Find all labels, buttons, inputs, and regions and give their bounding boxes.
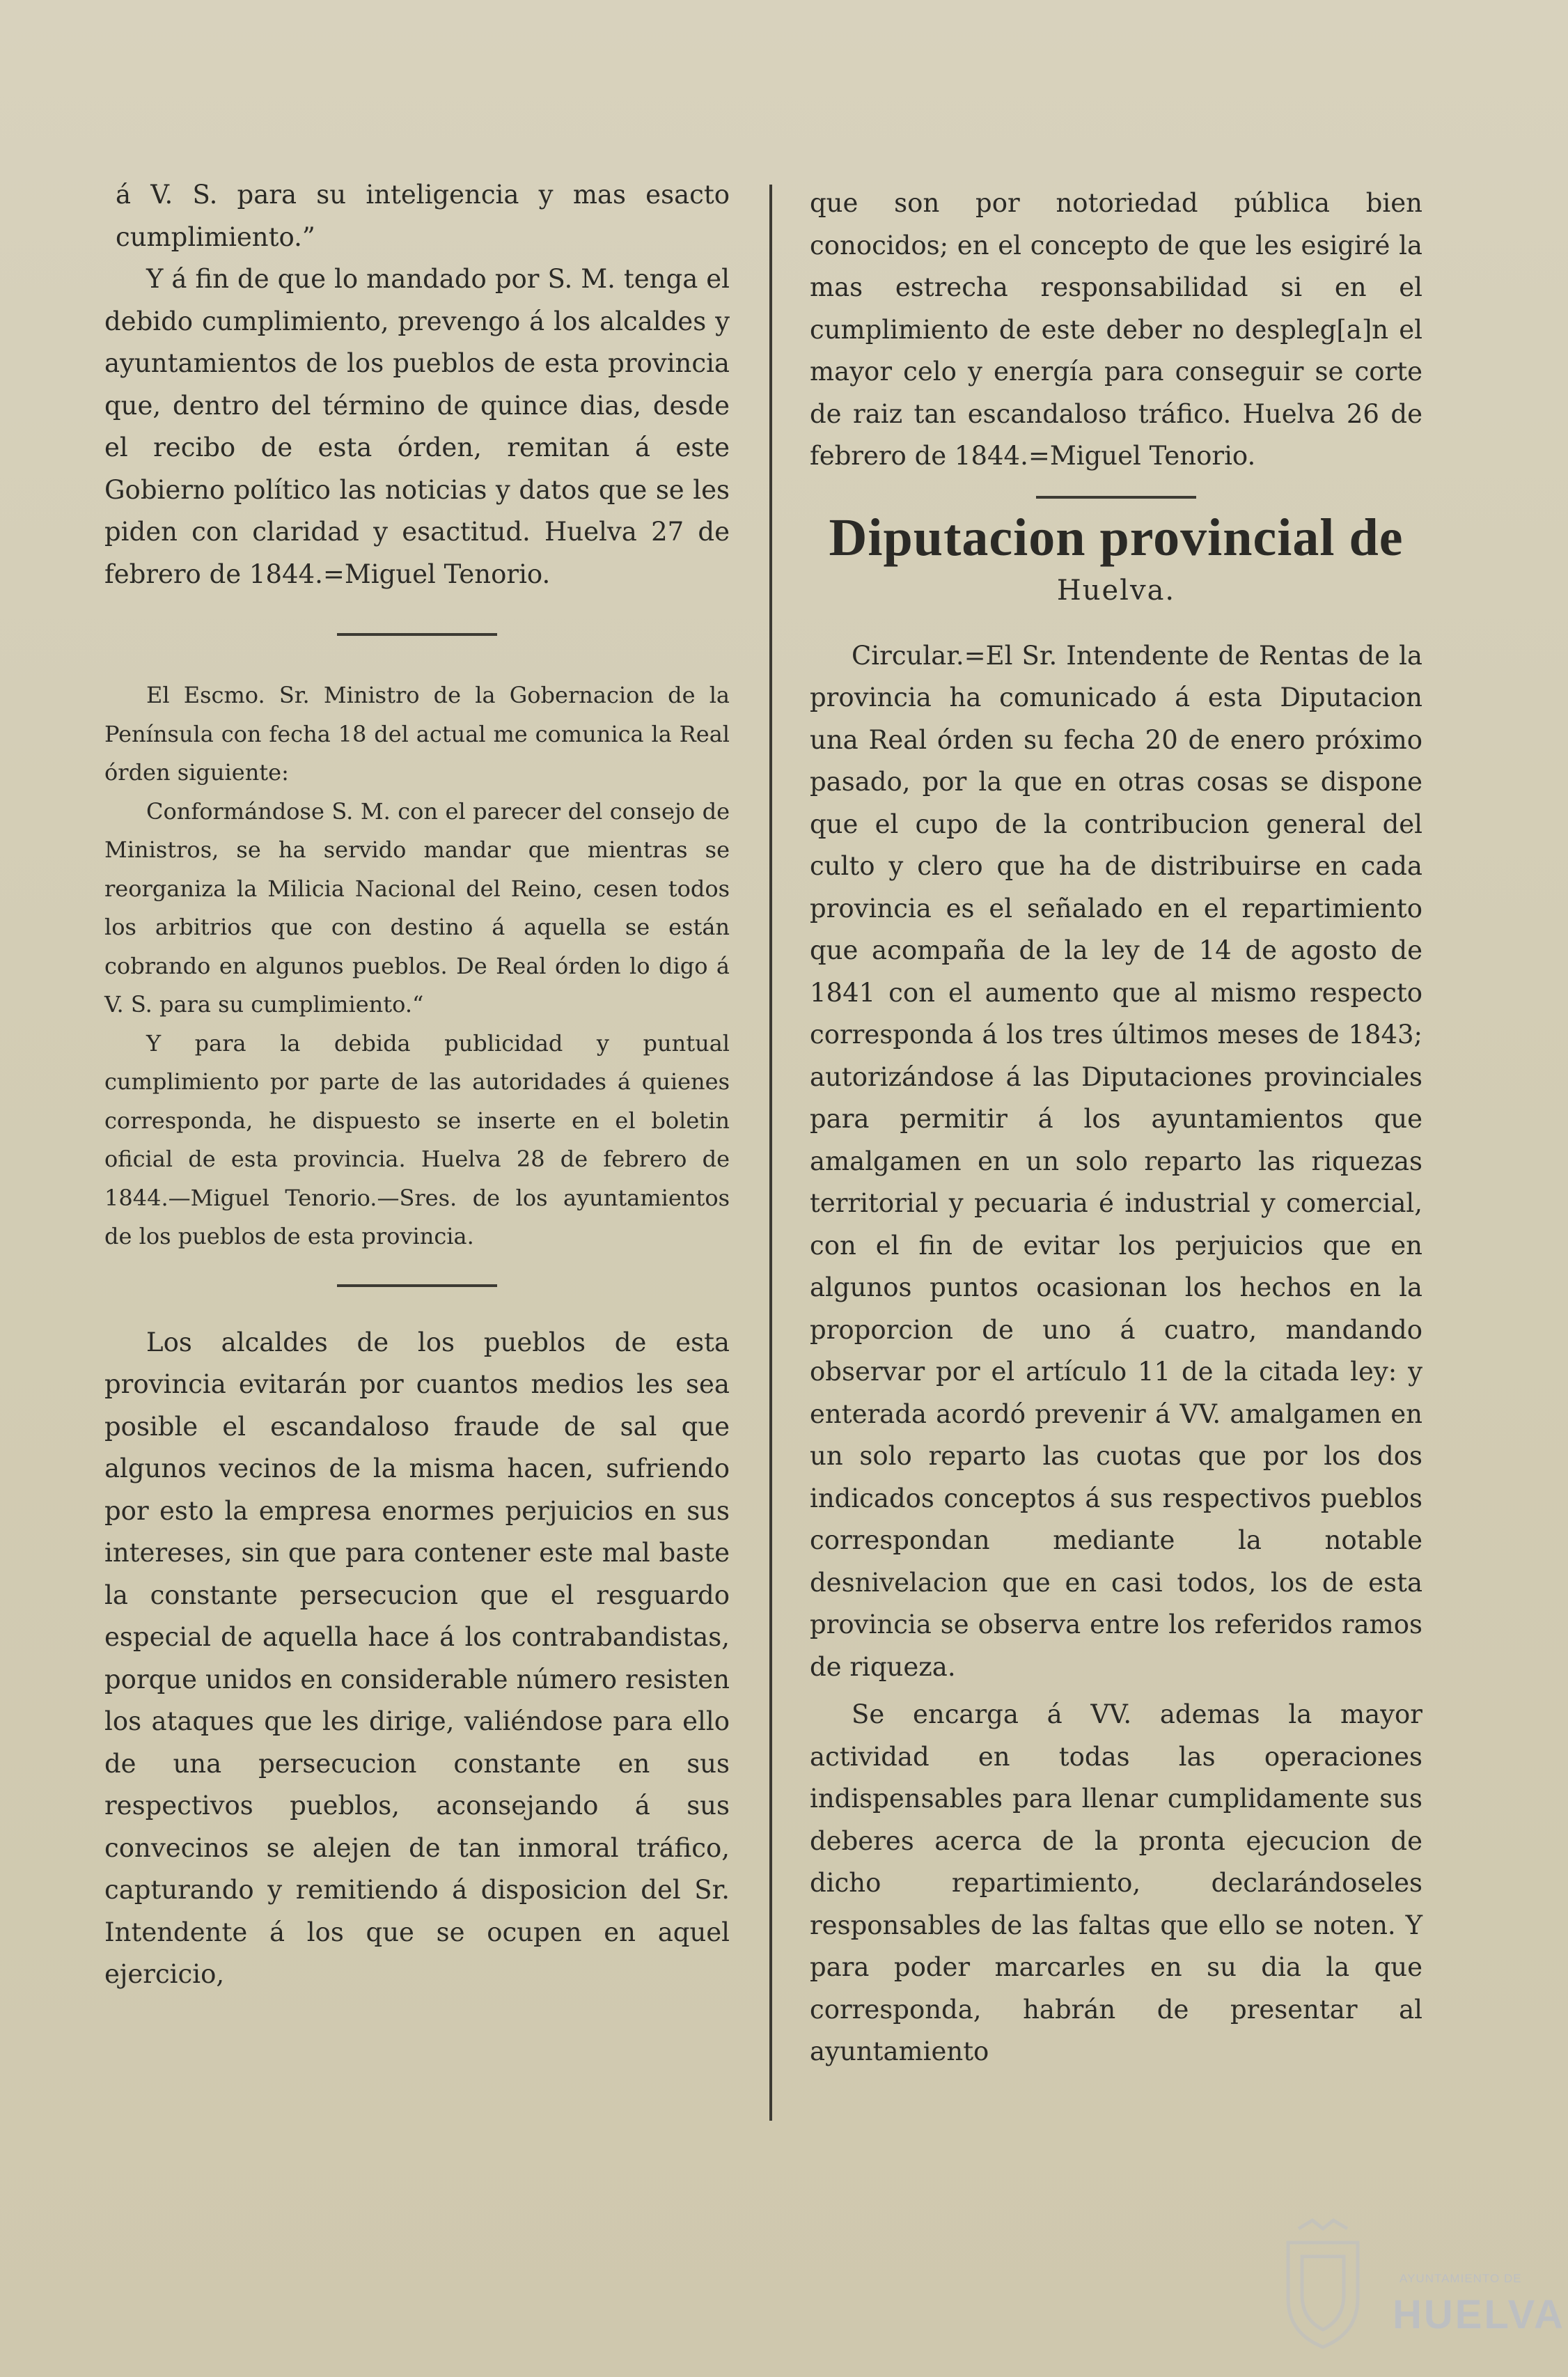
left-divider-1 (337, 633, 497, 636)
section-subtitle: Huelva. (1056, 574, 1176, 607)
right-paragraph-2: Circular.=El Sr. Intendente de Rentas de la provincia ha comunicado á esta Diputacion una Real órden su fecha 20 de enero próximo pasado, por la que en otras cosas se dispone que el cupo de la contribucion general del culto y clero que ha de distribuirse en cada provincia es el señalado en el repartimiento que acompaña de la ley de 14 de agosto de 1841 con el aumento que al mismo respecto corresponda á los tres últimos meses de 1843; autorizándose á las Diputaciones provinciales para permitir á los ayuntamientos que amalgamen en un solo reparto las riquezas territorial y pecuaria é industrial y comercial, con el fin de evitar los perjuicios que en algunos puntos ocasionan los hechos en la proporcion de uno á cuatro, mandando observar por el artículo 11 de la citada ley: y enterada acordó prevenir á VV. amalgamen en un solo reparto las cuotas que por los dos indicados conceptos á sus respectivos pueblos correspondan mediante la notable desnivelacion que en casi todos, los de esta provincia se observa entre los referidos ramos de riqueza. (810, 640, 1422, 1682)
column-rule (769, 185, 772, 2121)
left-column (104, 174, 730, 1996)
left-paragraph-3: El Escmo. Sr. Ministro de la Gobernacion de la Península con fecha 18 del actual me comunica la Real órden siguiente: (104, 682, 730, 786)
watermark-big-text: HUELVA (1393, 2292, 1565, 2337)
right-paragraph-1: que son por notoriedad pública bien conocidos; en el concepto de que les esigiré la mas estrecha responsabilidad si en el cumplimiento de este deber no despleg[a]n el mayor celo y energía para conseguir se corte de raiz tan escandaloso tráfico. Huelva 26 de febrero de 1844.=Miguel Tenorio. (810, 188, 1422, 471)
left-divider-2 (337, 1284, 497, 1287)
section-title: Diputacion provincial de (829, 508, 1404, 567)
left-paragraph-1: á V. S. para su inteligencia y mas esacto cumplimiento.” (116, 180, 730, 252)
right-divider (1036, 496, 1196, 499)
left-paragraph-2: Y á fin de que lo mandado por S. M. tenga el debido cumplimiento, prevengo á los alcaldes y ayuntamientos de los pueblos de esta provincia que, dentro del término de quince dias, desde el recibo de esta órden, remitan á este Gobierno político las noticias y datos que se les piden con claridad y esactitud. Huelva 27 de febrero de 1844.=Miguel Tenorio. (104, 264, 730, 589)
right-paragraph-3: Se encarga á VV. ademas la mayor actividad en todas las operaciones indispensables para llenar cumplidamente sus deberes acerca de la pronta ejecucion de dicho repartimiento, declarándoseles responsables de las faltas que ello se noten. Y para poder marcarles en su dia la que corresponda, habrán de presentar al ayuntamiento (810, 1699, 1422, 2066)
left-paragraph-4: Conformándose S. M. con el parecer del consejo de Ministros, se ha servido mandar que mientras se reorganiza la Milicia Nacional del Reino, cesen todos los arbitrios que con destino á aquella se están cobrando en algunos pueblos. De Real órden lo digo á V. S. para su cumplimiento.“ (104, 797, 730, 1018)
left-paragraph-6: Los alcaldes de los pueblos de esta provincia evitarán por cuantos medios les sea posible el escandaloso fraude de sal que algunos vecinos de la misma hacen, sufriendo por esto la empresa enormes perjuicios en sus intereses, sin que para contener este mal baste la constante persecucion que el resguardo especial de aquella hace á los contrabandistas, porque unidos en considerable número resisten los ataques que les dirige, valiéndose para ello de una persecucion constante en sus respectivos pueblos, aconsejando á sus convecinos se alejen de tan inmoral tráfico, capturando y remitiendo á disposicion del Sr. Intendente á los que se ocupen en aquel ejercicio, (104, 1327, 730, 1989)
watermark-small-text: AYUNTAMIENTO DE (1400, 2272, 1522, 2285)
left-paragraph-5: Y para la debida publicidad y puntual cumplimiento por parte de las autoridades á quienes corresponda, he dispuesto se inserte en el boletin oficial de esta provincia. Huelva 28 de febrero de 1844.—Miguel Tenorio.—Sres. de los ayuntamientos de los pueblos de esta provincia. (104, 1029, 730, 1249)
right-column (810, 182, 1422, 2073)
